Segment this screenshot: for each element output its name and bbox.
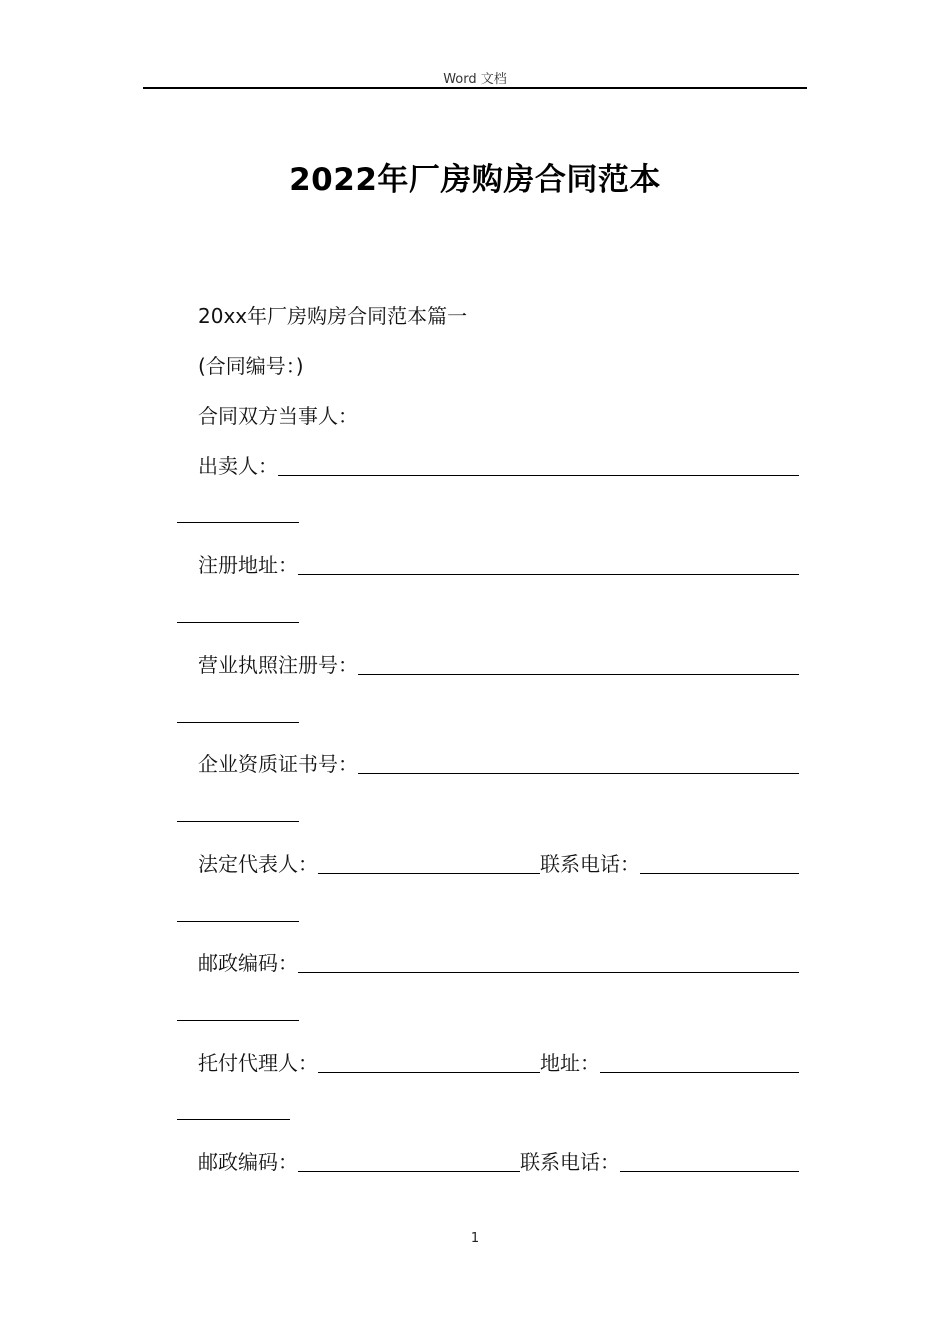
phone-1-blank[interactable]: [640, 853, 799, 874]
seller-blank[interactable]: [278, 455, 799, 476]
postal-code-1-label: 邮政编码：: [198, 951, 298, 975]
phone-1-blank-continued: [177, 921, 299, 922]
postal-code-1-blank-continued: [177, 1020, 299, 1021]
agent-label: 托付代理人：: [198, 1051, 318, 1075]
postal-code-1-blank[interactable]: [298, 952, 799, 973]
qualification-cert-label: 企业资质证书号：: [198, 752, 358, 776]
legal-rep-label: 法定代表人：: [198, 852, 318, 876]
agent-blank[interactable]: [318, 1052, 540, 1073]
business-license-blank-continued: [177, 722, 299, 723]
qualification-cert-blank[interactable]: [358, 753, 799, 774]
business-license-blank[interactable]: [358, 654, 799, 675]
postal-code-2-field: [198, 1149, 799, 1175]
legal-rep-field: [198, 851, 799, 877]
qualification-cert-blank-continued: [177, 821, 299, 822]
document-title: 2022年厂房购房合同范本: [289, 162, 661, 198]
registered-address-field: [198, 552, 799, 578]
phone-2-blank[interactable]: [620, 1151, 799, 1172]
parties-intro: 合同双方当事人：: [198, 404, 358, 428]
registered-address-label: 注册地址：: [198, 553, 298, 577]
postal-code-2-blank[interactable]: [298, 1151, 520, 1172]
seller-blank-continued: [177, 522, 299, 523]
qualification-cert-field: [198, 751, 799, 777]
address-label: 地址：: [540, 1051, 600, 1075]
legal-rep-blank[interactable]: [318, 853, 540, 874]
address-blank[interactable]: [600, 1052, 799, 1073]
page-header-label: Word 文档: [443, 72, 507, 87]
postal-code-2-label: 邮政编码：: [198, 1150, 298, 1174]
phone-1-label: 联系电话：: [540, 852, 640, 876]
contract-number-line: (合同编号：): [198, 354, 304, 378]
header-divider: [143, 87, 807, 89]
phone-2-label: 联系电话：: [520, 1150, 620, 1174]
agent-field: [198, 1050, 799, 1076]
business-license-field: [198, 652, 799, 678]
postal-code-1-field: [198, 950, 799, 976]
seller-field: [198, 453, 799, 479]
page-number: 1: [470, 1231, 480, 1246]
registered-address-blank-continued: [177, 622, 299, 623]
seller-label: 出卖人：: [198, 454, 278, 478]
registered-address-blank[interactable]: [298, 554, 799, 575]
address-blank-continued: [177, 1119, 290, 1120]
business-license-label: 营业执照注册号：: [198, 653, 358, 677]
section-heading: 20xx年厂房购房合同范本篇一: [198, 304, 468, 328]
